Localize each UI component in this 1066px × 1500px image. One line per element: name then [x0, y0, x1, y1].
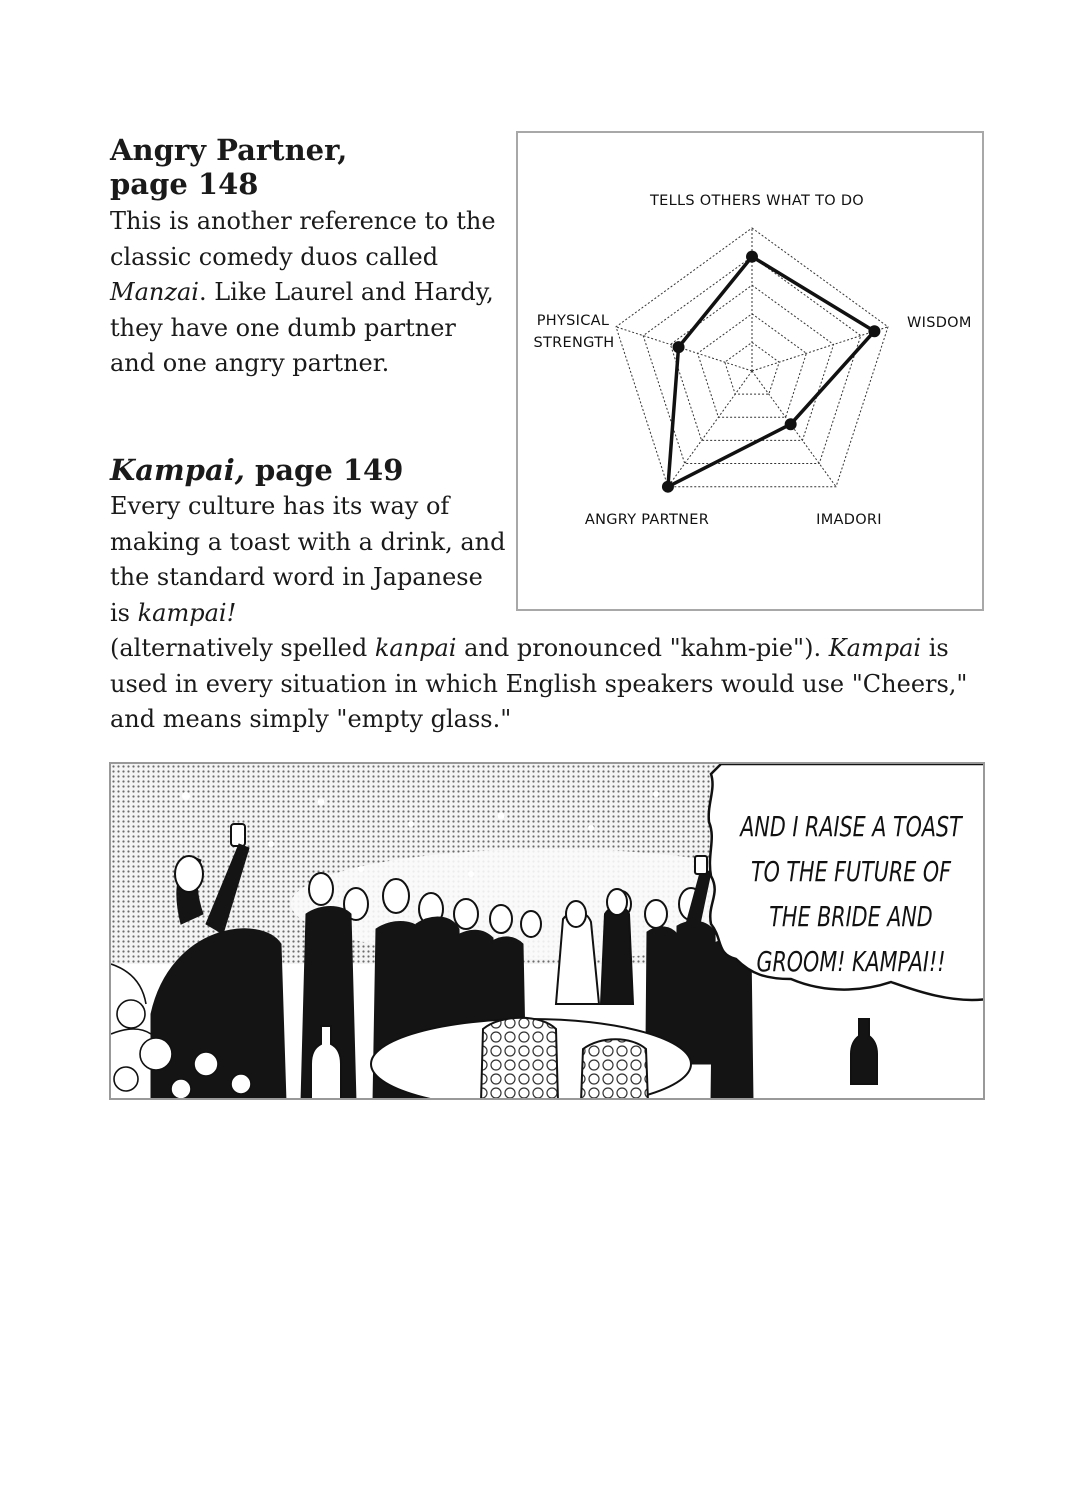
radar-point-3: [662, 481, 674, 493]
radar-spoke-3: [668, 371, 752, 487]
radar-point-0: [746, 251, 758, 263]
axis-label-angry-partner: ANGRY PARTNER: [584, 512, 710, 528]
radar-point-4: [673, 341, 685, 353]
axis-label-tells-others: TELLS OTHERS WHAT TO DO: [649, 193, 865, 209]
section-title-kampai: Kampai, page 149: [110, 453, 404, 487]
radar-chart-figure: [516, 131, 984, 611]
axis-label-physical-strength-line2: STRENGTH: [533, 335, 615, 351]
radar-spoke-1: [752, 327, 888, 371]
section-body-kampai-part2: (alternatively spelled kanpai and pronounced "kahm-pie"). Kampai is used in every situation in which English speakers would use "Cheers," and means simply "empty glass.": [110, 634, 968, 734]
speech-bubble-text: AND I RAISE A TOAST TO THE FUTURE OF THE BRIDE AND GROOM! KAMPAI!!: [740, 810, 962, 978]
manga-panel-toast: [109, 762, 985, 1100]
radar-point-2: [785, 418, 797, 430]
chair-back-left: [481, 1018, 558, 1100]
axis-label-physical-strength-line1: PHYSICAL: [536, 313, 610, 329]
section-body-angry-partner: This is another reference to the classic comedy duos called Manzai. Like Laurel and Hardy, they have one dumb partner and one angry partner.: [110, 207, 496, 378]
radar-point-1: [868, 325, 880, 337]
section-body-kampai-part1: Every culture has its way of making a toast with a drink, and the standard word in Japanese is kampai!: [110, 492, 506, 627]
chair-back-right: [581, 1039, 648, 1100]
axis-label-wisdom: WISDOM: [907, 315, 972, 331]
radar-chart: [518, 133, 986, 613]
radar-series-polygon: [668, 257, 874, 487]
section-title-angry-partner: Angry Partner, page 148: [110, 133, 348, 201]
axis-label-imadori: IMADORI: [816, 512, 882, 528]
